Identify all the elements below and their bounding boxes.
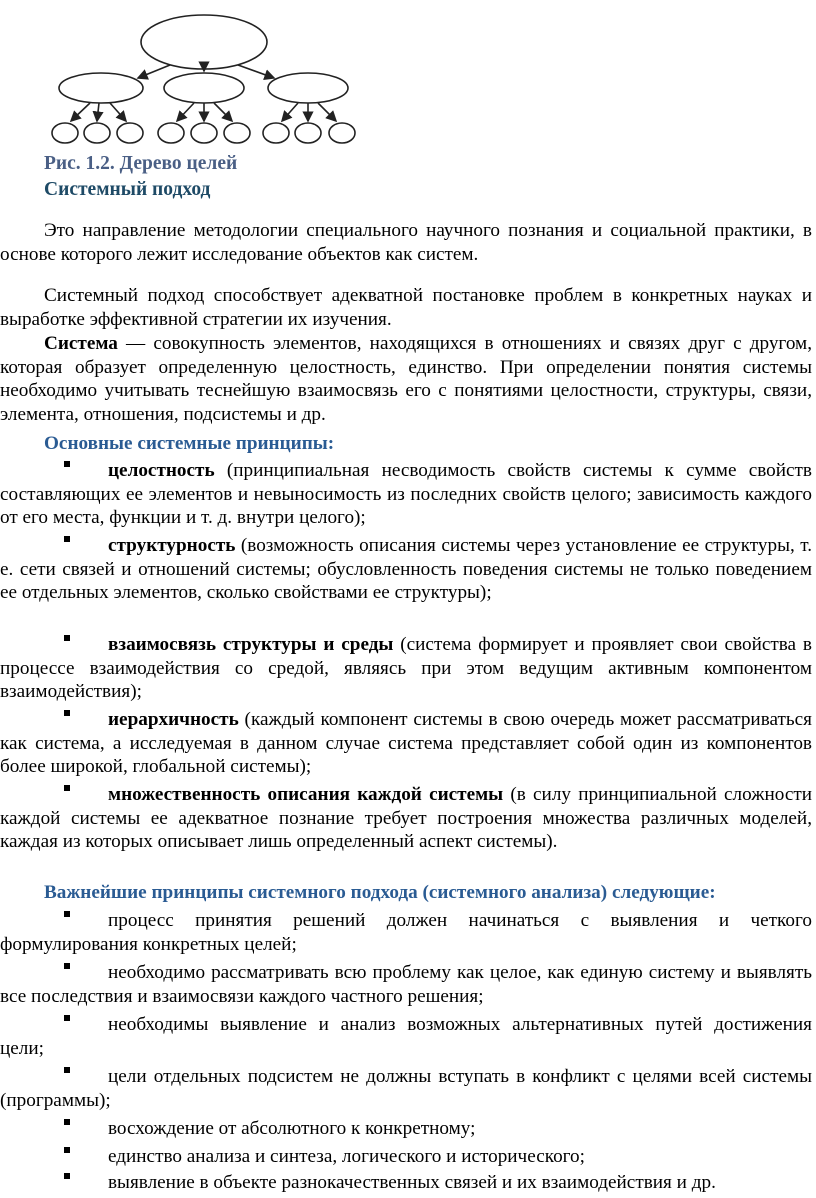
bullet-icon [64,1067,70,1073]
principles-heading: Основные системные принципы: [44,433,335,454]
goal-tree-diagram [40,12,370,147]
tree-root-node [141,15,267,69]
approach-item: единство анализа и синтеза, логического и исторического; [0,1145,812,1169]
bullet-icon [64,911,70,917]
bullet-icon [64,461,70,467]
approach-item: процесс принятия решений должен начинаться с выявления и четкого формулирования конкретных целей; [0,910,812,955]
tree-leaf-node [117,123,143,143]
system-term: Система [44,333,118,354]
approach-item: необходимо рассматривать всю проблему как целое, как единую систему и выявлять все последствия и взаимосвязи каждого частного решения; [0,962,812,1007]
tree-level2-node [59,73,143,103]
principle-item: множественность описания каждой системы (в силу принципиальной сложности каждой системы ее адекватное познание требует построения множества различных моделей, каждая из которых описывает лишь определенный аспект системы). [0,784,812,852]
bullet-icon [64,1119,70,1125]
tree-leaf-node [191,123,217,143]
bullet-icon [64,963,70,969]
principle-item: взаимосвязь структуры и среды (система формирует и проявляет свои свойства в процессе взаимодействия со средой, являясь при этом ведущим активным компонентом взаимодействия); [0,634,812,702]
tree-level2-node [268,73,348,103]
bullet-icon [64,785,70,791]
bullet-icon [64,536,70,542]
tree-leaf-node [224,123,250,143]
intro-paragraph-1: Это направление методологии специального научного познания и социальной практики, в основе которого лежит исследование объектов как систем. [0,220,812,265]
system-definition-paragraph: Система — совокупность элементов, находящихся в отношениях и связях друг с другом, которая образует определенную целостность, единство. При определении понятия системы необходимо учитывать теснейшую взаимосвязь его с понятиями целостности, структуры, связи, элемента, отношения, подсистемы и др. [0,333,812,425]
bullet-icon [64,710,70,716]
principle-item: целостность (принципиальная несводимость свойств системы к сумме свойств составляющих ее элементов и невыносимость из последних свойств целого; зависимость каждого от его места, функции и т. д. внутри целого); [0,460,812,528]
approach-item: выявление в объекте разнокачественных связей и их взаимодействия и др. [0,1171,812,1195]
approach-heading: Важнейшие принципы системного подхода (системного анализа) следующие: [44,882,716,903]
tree-leaf-node [158,123,184,143]
tree-leaf-node [84,123,110,143]
approach-item: восхождение от абсолютного к конкретному; [0,1117,812,1141]
tree-leaf-node [295,123,321,143]
principle-item: иерархичность (каждый компонент системы в свою очередь может рассматриваться как система, а исследуемая в данном случае система представляет собой один из компонентов более широкой, глобальной системы); [0,709,812,777]
bullet-icon [64,635,70,641]
tree-leaf-node [263,123,289,143]
figure-caption: Рис. 1.2. Дерево целей [44,153,238,174]
tree-leaf-node [52,123,78,143]
tree-level2-node [164,73,244,103]
intro-paragraph-2: Системный подход способствует адекватной постановке проблем в конкретных науках и выработке эффективной стратегии их изучения. [0,285,812,330]
tree-leaf-node [329,123,355,143]
bullet-icon [64,1015,70,1021]
bullet-icon [64,1147,70,1153]
bullet-icon [64,1173,70,1179]
section-title: Системный подход [44,179,211,200]
approach-item: цели отдельных подсистем не должны вступать в конфликт с целями всей системы (программы); [0,1066,812,1111]
approach-item: необходимы выявление и анализ возможных альтернативных путей достижения цели; [0,1014,812,1059]
principle-item: структурность (возможность описания системы через установление ее структуры, т. е. сети связей и отношений системы; обусловленность поведения системы не только поведением ее отдельных элементов, сколько свойствами ее структуры); [0,535,812,603]
